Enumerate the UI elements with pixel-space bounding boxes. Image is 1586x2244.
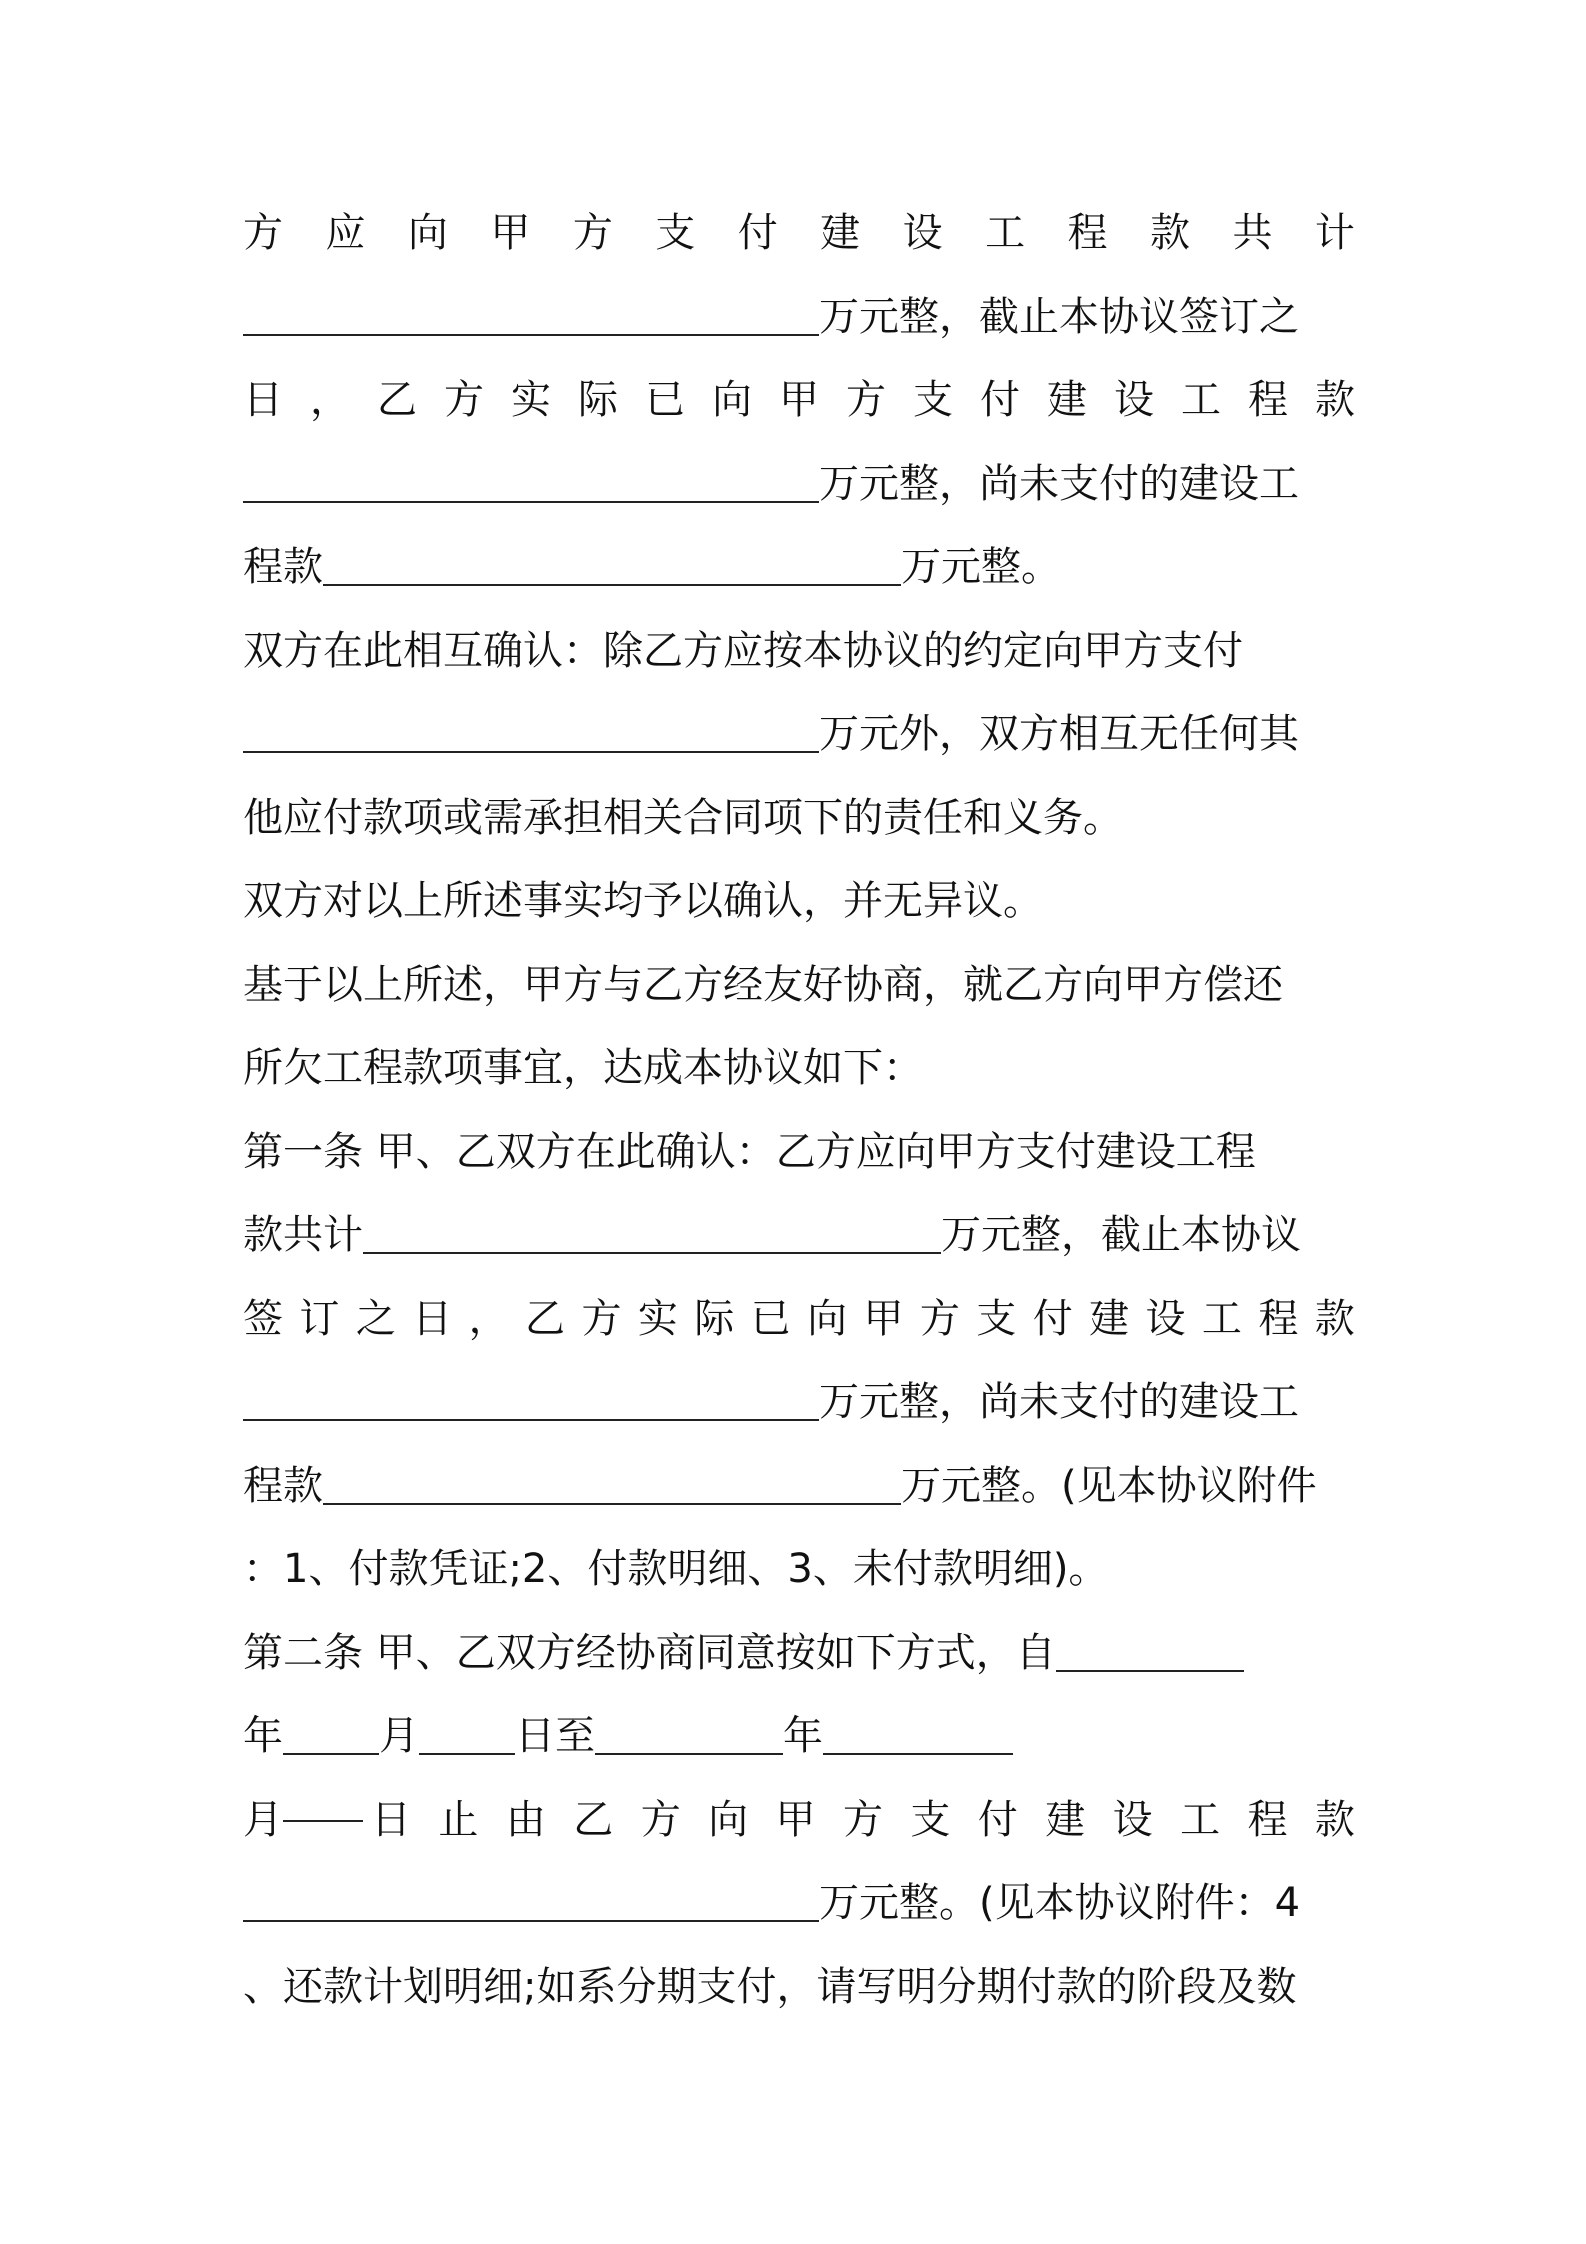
fill-in-blank[interactable] xyxy=(283,1819,363,1822)
line-char: 止 xyxy=(438,1796,479,1843)
line-text xyxy=(371,1779,1355,1863)
fill-in-blank[interactable] xyxy=(243,750,819,753)
line-char: 月 xyxy=(243,1796,283,1843)
line-text: 、还款计划明细;如系分期支付，请写明分期付款的阶段及数 xyxy=(243,1963,1297,2010)
line-char: 程 xyxy=(1247,1796,1288,1843)
document-line xyxy=(243,1528,1355,1612)
line-char: 方 xyxy=(572,210,613,256)
line-char: 实 xyxy=(637,1295,678,1342)
line-char: 应 xyxy=(325,210,366,256)
line-char: 工 xyxy=(1180,1796,1221,1843)
line-char: 计 xyxy=(1314,210,1355,256)
document-line xyxy=(243,1278,1355,1362)
line-char: 乙 xyxy=(377,377,417,423)
line-char: 已 xyxy=(750,1295,791,1342)
line-char: 付 xyxy=(737,210,778,256)
line-char: 设 xyxy=(1112,1796,1153,1843)
line-char: 方 xyxy=(846,377,886,423)
fill-in-blank[interactable] xyxy=(243,1919,819,1922)
line-char: 日 xyxy=(243,377,283,423)
line-text: 万元整。 xyxy=(901,544,1061,590)
document-line xyxy=(243,1445,1355,1529)
line-char: 设 xyxy=(902,210,943,256)
document-line xyxy=(243,860,1355,944)
line-char: 方 xyxy=(842,1796,883,1843)
line-text: 万元整，尚未支付的建设工 xyxy=(819,460,1299,507)
line-char: 甲 xyxy=(490,210,531,256)
line-char: 甲 xyxy=(775,1796,816,1843)
line-text: 年 xyxy=(783,1713,823,1759)
line-char: 甲 xyxy=(779,377,819,423)
document-line xyxy=(243,1946,1355,2030)
line-char: 付 xyxy=(980,377,1020,423)
line-char: 签 xyxy=(243,1295,283,1342)
document-line xyxy=(243,944,1355,1028)
line-text: 基于以上所述，甲方与乙方经友好协商，就乙方向甲方偿还 xyxy=(243,961,1283,1008)
fill-in-blank[interactable] xyxy=(243,333,819,336)
line-char: 乙 xyxy=(525,1295,566,1342)
document-line xyxy=(243,777,1355,861)
fill-in-blank[interactable] xyxy=(1056,1669,1244,1672)
line-char: 日 xyxy=(371,1796,411,1843)
line-text: 双方在此相互确认：除乙方应按本协议的约定向甲方支付 xyxy=(243,627,1243,674)
document-line xyxy=(243,526,1355,610)
fill-in-blank[interactable] xyxy=(243,1418,819,1421)
line-char: 际 xyxy=(578,377,618,423)
line-char: 款 xyxy=(1149,210,1190,256)
document-line xyxy=(243,1612,1355,1696)
line-text: 万元整，截止本协议签订之 xyxy=(819,293,1299,340)
line-char: 建 xyxy=(820,210,861,256)
line-text: 程款 xyxy=(243,1462,323,1509)
fill-in-blank[interactable] xyxy=(283,1752,379,1755)
document-line xyxy=(243,693,1355,777)
line-text: 月 xyxy=(379,1713,419,1759)
line-char: 已 xyxy=(645,377,685,423)
fill-in-blank[interactable] xyxy=(419,1752,515,1755)
fill-in-blank[interactable] xyxy=(243,500,819,503)
line-char: 设 xyxy=(1114,377,1154,423)
line-char: 程 xyxy=(1067,210,1108,256)
document-line xyxy=(243,359,1355,443)
line-char: 乙 xyxy=(573,1796,614,1843)
line-char: 由 xyxy=(505,1796,546,1843)
line-text: 万元整，尚未支付的建设工 xyxy=(819,1379,1299,1425)
line-text: 万元整。(见本协议附件 xyxy=(901,1462,1317,1509)
line-text: 日至 xyxy=(515,1713,595,1759)
line-text: 所欠工程款项事宜，达成本协议如下： xyxy=(243,1045,923,1091)
document-line xyxy=(243,610,1355,694)
fill-in-blank[interactable] xyxy=(323,1502,901,1505)
document-line xyxy=(243,1695,1355,1779)
document-line xyxy=(243,1779,1355,1863)
fill-in-blank[interactable] xyxy=(363,1251,941,1254)
line-char: 款 xyxy=(1315,377,1355,423)
line-text: 万元外，双方相互无任何其 xyxy=(819,711,1299,757)
line-char: 方 xyxy=(444,377,484,423)
line-char: 付 xyxy=(977,1796,1018,1843)
line-text: ：1、付款凭证;2、付款明细、3、未付款明细)。 xyxy=(243,1546,1109,1592)
document-line xyxy=(243,1194,1355,1278)
document-line xyxy=(243,1027,1355,1111)
fill-in-blank[interactable] xyxy=(823,1752,1013,1755)
line-char: 之 xyxy=(355,1295,396,1342)
line-char: 支 xyxy=(913,377,953,423)
line-char: 向 xyxy=(712,377,752,423)
line-char: ， xyxy=(468,1295,509,1342)
line-text: 程款 xyxy=(243,544,323,590)
line-text: 他应付款项或需承担相关合同项下的责任和义务。 xyxy=(243,794,1123,841)
line-text: 第一条 甲、乙双方在此确认：乙方应向甲方支付建设工程 xyxy=(243,1128,1256,1175)
line-char: 支 xyxy=(910,1796,951,1843)
line-char: 设 xyxy=(1145,1295,1186,1342)
document-line xyxy=(243,192,1355,276)
document-line xyxy=(243,1862,1355,1946)
line-text: 年 xyxy=(243,1713,283,1759)
line-char: 程 xyxy=(1248,377,1288,423)
line-text: 万元整。(见本协议附件：4 xyxy=(819,1880,1301,1926)
line-text: 万元整，截止本协议 xyxy=(941,1212,1301,1258)
fill-in-blank[interactable] xyxy=(595,1752,783,1755)
line-char: 工 xyxy=(985,210,1026,256)
line-char: 共 xyxy=(1232,210,1273,256)
line-char: 方 xyxy=(581,1295,622,1342)
line-char: 工 xyxy=(1201,1295,1242,1342)
line-char: 方 xyxy=(919,1295,960,1342)
line-text: 款共计 xyxy=(243,1212,363,1258)
line-char: 订 xyxy=(299,1295,340,1342)
document-line xyxy=(243,443,1355,527)
line-char: 际 xyxy=(694,1295,735,1342)
line-char: 建 xyxy=(1045,1796,1086,1843)
line-char: 付 xyxy=(1032,1295,1073,1342)
line-char: 方 xyxy=(640,1796,681,1843)
line-char: 工 xyxy=(1181,377,1221,423)
document-page xyxy=(243,192,1355,2029)
line-char: 向 xyxy=(807,1295,848,1342)
fill-in-blank[interactable] xyxy=(323,583,901,586)
document-line xyxy=(243,1361,1355,1445)
line-text: 双方对以上所述事实均予以确认，并无异议。 xyxy=(243,878,1043,924)
line-char: ， xyxy=(310,377,350,423)
line-text: 第二条 甲、乙双方经协商同意按如下方式，自 xyxy=(243,1629,1056,1676)
line-char: 甲 xyxy=(863,1295,904,1342)
line-char: 程 xyxy=(1258,1295,1299,1342)
line-char: 向 xyxy=(407,210,448,256)
line-char: 款 xyxy=(1314,1295,1355,1342)
line-char: 支 xyxy=(655,210,696,256)
document-line xyxy=(243,1111,1355,1195)
line-char: 向 xyxy=(708,1796,749,1843)
line-char: 建 xyxy=(1047,377,1087,423)
line-char: 建 xyxy=(1089,1295,1130,1342)
document-line xyxy=(243,276,1355,360)
line-char: 款 xyxy=(1314,1796,1355,1843)
line-char: 实 xyxy=(511,377,551,423)
line-char: 方 xyxy=(243,210,283,256)
line-char: 日 xyxy=(412,1295,453,1342)
line-char: 支 xyxy=(976,1295,1017,1342)
